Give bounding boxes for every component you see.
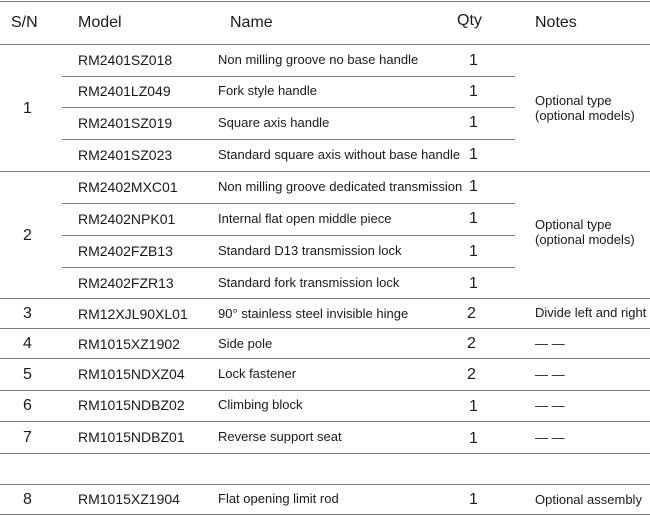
header-model: Model	[78, 14, 122, 31]
row-qty: 1	[469, 83, 478, 100]
row-note: — —	[535, 430, 565, 445]
group-sn: 2	[23, 227, 32, 244]
row-sn: 8	[23, 491, 32, 508]
row-sn: 3	[23, 305, 32, 322]
header-qty: Qty	[457, 12, 482, 29]
row-qty: 1	[469, 398, 478, 415]
row-rule	[62, 203, 515, 204]
header-sn: S/N	[11, 14, 38, 31]
row-sn: 4	[23, 335, 32, 352]
row-rule	[0, 358, 650, 359]
row-note: — —	[535, 398, 565, 413]
row-rule	[62, 267, 515, 268]
row-sn: 6	[23, 397, 32, 414]
row-name: Fork style handle	[218, 83, 317, 98]
row-model: RM2401LZ049	[78, 83, 171, 99]
header-rule	[0, 44, 650, 45]
row-qty: 1	[469, 430, 478, 447]
row-note: — —	[535, 367, 565, 382]
row-model: RM2401SZ023	[78, 147, 173, 163]
row-name: Internal flat open middle piece	[218, 211, 392, 226]
row-name: Reverse support seat	[218, 429, 342, 444]
row-model: RM2402MXC01	[78, 179, 178, 195]
row-qty: 2	[467, 366, 476, 383]
row-rule	[62, 139, 515, 140]
group-rule	[0, 298, 650, 299]
group-note-line2: (optional models)	[535, 232, 635, 247]
row-rule	[62, 235, 515, 236]
row-model: RM1015XZ1902	[78, 336, 180, 352]
row-model: RM2401SZ019	[78, 115, 173, 131]
group-note-line1: Optional type	[535, 93, 612, 108]
row-name: Flat opening limit rod	[218, 491, 339, 506]
table-top-rule	[0, 1, 650, 2]
row-rule	[62, 76, 515, 77]
row-model: RM1015NDBZ01	[78, 429, 185, 445]
row-qty: 1	[469, 491, 478, 508]
row-qty: 1	[469, 210, 478, 227]
row-rule	[0, 421, 650, 422]
group-sn: 1	[23, 100, 32, 117]
row-sn: 7	[23, 429, 32, 446]
row-qty: 1	[469, 275, 478, 292]
row-qty: 1	[469, 146, 478, 163]
row-name: Climbing block	[218, 397, 303, 412]
row-name: Non milling groove dedicated transmission	[218, 179, 463, 194]
row-name: 90° stainless steel invisible hinge	[218, 306, 409, 321]
row-name: Standard fork transmission lock	[218, 275, 400, 290]
row-note: Optional assembly	[535, 492, 642, 507]
header-name: Name	[230, 14, 273, 31]
row-rule	[0, 328, 650, 329]
row-qty: 2	[467, 335, 476, 352]
row-rule	[0, 484, 650, 485]
row-qty: 2	[467, 305, 476, 322]
group-rule	[0, 171, 650, 172]
row-qty: 1	[469, 243, 478, 260]
row-qty: 1	[469, 52, 478, 69]
row-name: Standard square axis without base handle	[218, 147, 461, 162]
table-bottom-rule	[0, 514, 650, 515]
row-model: RM2401SZ018	[78, 52, 173, 68]
row-model: RM2402FZR13	[78, 275, 174, 291]
row-qty: 1	[469, 178, 478, 195]
group-note-line2: (optional models)	[535, 108, 635, 123]
row-rule	[62, 107, 515, 108]
row-qty: 1	[469, 114, 478, 131]
row-model: RM1015NDBZ02	[78, 397, 185, 413]
row-model: RM1015XZ1904	[78, 491, 180, 507]
row-rule	[0, 453, 650, 454]
row-model: RM2402NPK01	[78, 211, 176, 227]
row-sn: 5	[23, 366, 32, 383]
row-name: Square axis handle	[218, 115, 330, 130]
row-model: RM12XJL90XL01	[78, 306, 188, 322]
row-name: Lock fastener	[218, 366, 297, 381]
row-note: — —	[535, 336, 565, 351]
row-name: Standard D13 transmission lock	[218, 243, 402, 258]
row-rule	[0, 390, 650, 391]
row-name: Side pole	[218, 336, 273, 351]
row-model: RM1015NDXZ04	[78, 366, 185, 382]
row-note: Divide left and right	[535, 305, 647, 320]
header-notes: Notes	[535, 14, 577, 31]
row-model: RM2402FZB13	[78, 243, 173, 259]
row-name: Non milling groove no base handle	[218, 52, 419, 67]
group-note-line1: Optional type	[535, 217, 612, 232]
